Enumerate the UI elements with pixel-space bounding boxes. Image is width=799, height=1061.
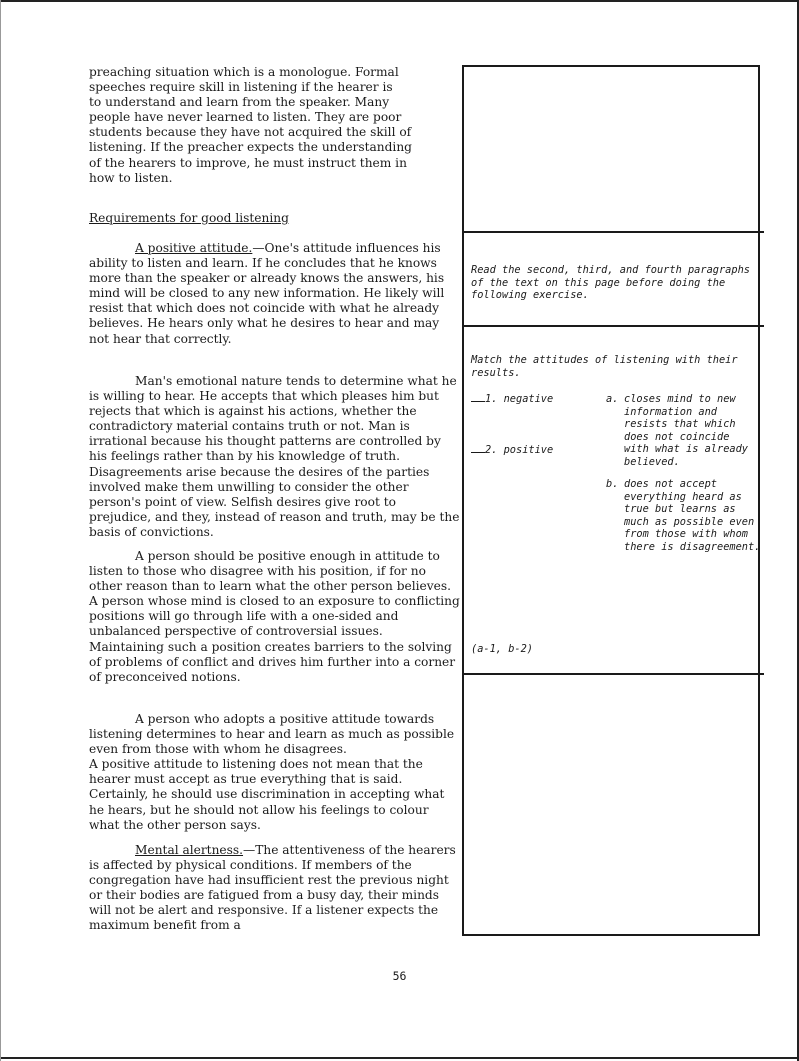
intro-line: of the hearers to improve, he must instruct them in bbox=[89, 155, 407, 170]
page-left-edge bbox=[0, 0, 1, 1061]
intro-line: speeches require skill in listening if the hearer is bbox=[89, 80, 393, 95]
alertness-paragraph bbox=[89, 843, 461, 934]
answer-letter: b. bbox=[606, 478, 619, 490]
intro-line: students because they have not acquired the skill of bbox=[89, 125, 412, 140]
item-label: positive bbox=[503, 444, 554, 456]
intro-line: listening. If the preacher expects the understanding bbox=[89, 140, 412, 155]
answer-key: (a-1, b-2) bbox=[471, 643, 533, 655]
intro-line: how to listen. bbox=[89, 170, 173, 185]
alertness-heading: Mental alertness. bbox=[135, 843, 244, 857]
item-number: 1. bbox=[485, 393, 498, 405]
alertness-text: —The attentiveness of the hearers is affected by physical conditions. If members of the congregation have had insufficient rest the previous night or their bodies are fatigued from a busy day, their minds will not be alert and responsive. If a listener expects the maximum benefit from a bbox=[89, 843, 456, 933]
page-top-edge bbox=[0, 0, 799, 2]
attitude-heading: A positive attitude. bbox=[135, 241, 253, 255]
page-bottom-edge bbox=[0, 1057, 799, 1059]
adopts-paragraph-block bbox=[89, 712, 461, 833]
intro-line: people have never learned to listen. They are poor bbox=[89, 110, 402, 125]
frame-divider bbox=[462, 231, 764, 233]
intro-paragraph bbox=[89, 65, 461, 186]
frame-divider bbox=[462, 673, 764, 675]
answer-blank bbox=[471, 452, 485, 453]
item-number: 2. bbox=[485, 444, 498, 456]
answer-letter: a. bbox=[606, 393, 619, 405]
section-heading-block bbox=[89, 211, 461, 226]
adopts-paragraph: A person who adopts a positive attitude towards listening determines to hear and learn as much as possible even from those with whom he disagrees. bbox=[89, 712, 455, 757]
section-heading: Requirements for good listening bbox=[89, 211, 289, 225]
answer-blank bbox=[471, 401, 485, 402]
intro-line: preaching situation which is a monologue. Formal bbox=[89, 65, 399, 79]
positive-paragraph: A person should be positive enough in attitude to listen to those who disagree with his position, if for no other reason than to learn what the other person believes. A person whose mind is closed to an exposure to conflicting positions will go through life with a one-sided and unbalanced perspective of controversial issues. Maintaining such a position creates barriers to the solving of problems of conflict and drives him further into a corner of preconceived notions. bbox=[89, 549, 460, 684]
frame-divider bbox=[462, 325, 764, 327]
match-item-negative bbox=[471, 393, 601, 406]
attitude-paragraph bbox=[89, 241, 461, 347]
emotional-paragraph-block bbox=[89, 374, 461, 540]
adopts-paragraph-2: A positive attitude to listening does not mean that the hearer must accept as true everything that is said. Certainly, he should use discrimination in accepting what he hears, but he should not allow his feelings to colour what the other person says. bbox=[89, 757, 445, 832]
item-label: negative bbox=[503, 393, 554, 405]
exercise-prompt: Match the attitudes of listening with their results. bbox=[471, 354, 738, 379]
match-item-positive bbox=[471, 444, 601, 457]
answer-a-text: closes mind to new information and resists that which does not coincide with what is already believed. bbox=[624, 393, 748, 468]
frame-instruction: Read the second, third, and fourth paragraphs of the text on this page before doing the following exercise. bbox=[471, 264, 750, 302]
intro-line: to understand and learn from the speaker. Many bbox=[89, 95, 390, 110]
answer-b-text: does not accept everything heard as true but learns as much as possible even from those with whom there is disagreement. bbox=[624, 478, 761, 553]
emotional-paragraph: Man's emotional nature tends to determine what he is willing to hear. He accepts that which pleases him but rejects that which is against his actions, whether the contradictory material contains truth or not. Man is irrational because his thought patterns are controlled by his feelings rather than by his knowledge of truth. Disagreements arise because the desires of the parties involved make them unwilling to consider the other person's point of view. Selfish desires give root to prejudice, and they, instead of reason and truth, may be the basis of convictions. bbox=[89, 374, 460, 539]
attitude-text: —One's attitude influences his ability to listen and learn. If he concludes that he knows more than the speaker or already knows the answers, his mind will be closed to any new information. He likely will resist that which does not coincide with what he already believes. He hears only what he desires to hear and may not hear that correctly. bbox=[89, 241, 445, 346]
positive-paragraph-block bbox=[89, 549, 461, 685]
page-number: 56 bbox=[392, 969, 407, 983]
